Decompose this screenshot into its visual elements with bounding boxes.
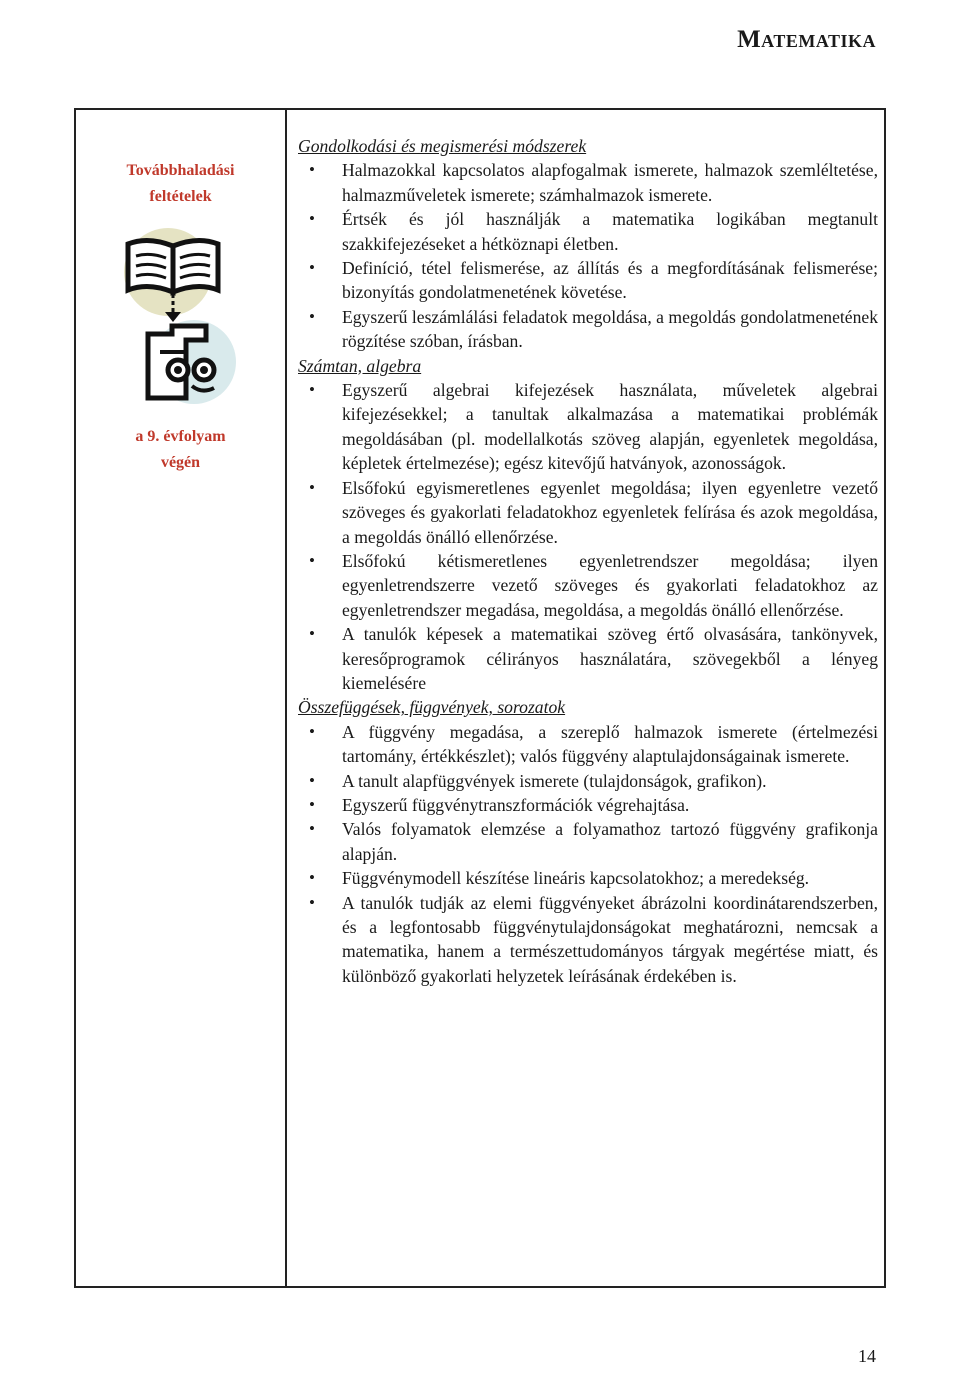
list-item: • A tanulók képesek a matematikai szöveg értő olvasására, tankönyvek, keresőprogramok célirányos használatára, szövegekből a lényeg kiemelésére: [298, 622, 878, 695]
grade-label-line-2: végén: [160, 454, 201, 471]
arithmetic-list: [298, 378, 878, 695]
section-heading: [76, 158, 285, 210]
page-number: 14: [858, 1346, 876, 1366]
heading-line-2: feltételek: [149, 188, 212, 205]
requirements-table: [74, 108, 886, 1288]
list-item: • Definíció, tétel felismerése, az állítás és a megfordításának felismerése; bizonyítás gondolatmenetének követése.: [298, 256, 878, 305]
list-item: • A tanult alapfüggvények ismerete (tulajdonságok, grafikon).: [298, 769, 878, 793]
list-item: • Egyszerű leszámlálási feladatok megoldása, a megoldás gondolatmenetének rögzítése szóban, írásban.: [298, 305, 878, 354]
list-item: • Elsőfokú egyismeretlenes egyenlet megoldása; ilyen egyenletre vezető szöveges és gyakorlati feladatokhoz egyenletek felírása és azok megoldása, a megoldás önálló ellenőrzése.: [298, 476, 878, 549]
section-title-functions: Összefüggések, függvények, sorozatok: [298, 697, 566, 718]
section-title-arithmetic: Számtan, algebra: [298, 355, 422, 376]
list-item: • Elsőfokú kétismeretlenes egyenletrendszer megoldása; ilyen egyenletrendszerre vezető szöveges és gyakorlati feladatokhoz az egyenletrendszer megadása, megoldása, a megoldás önálló ellenőrzése.: [298, 549, 878, 622]
list-item: • Függvénymodell készítése lineáris kapcsolatokhoz; a meredekség.: [298, 866, 878, 890]
requirements-content: [298, 134, 878, 988]
list-item: • A tanulók tudják az elemi függvényeket ábrázolni koordinátarendszerben, és a legfontosabb függvénytulajdonságokat meghatározni, nemcsak a matematika, hanem a természettudományos tárgyak megértése miatt, és különböző gyakorlati helyzetek leírásának érdekében is.: [298, 891, 878, 989]
list-item: • Egyszerű algebrai kifejezések használata, műveletek algebrai kifejezésekkel; a tanultak alkalmazása a matematikai problémák megoldásában (pl. modellalkotás szöveg alapján, egyenletek megoldása, képletek értelmezése); egész kitevőjű hatványok, azonosságok.: [298, 378, 878, 476]
heading-line-1: Továbbhaladási: [126, 162, 235, 179]
list-item: • Halmazokkal kapcsolatos alapfogalmak ismerete, halmazok szemléltetése, halmazműveletek ismerete; számhalmazok ismerete.: [298, 158, 878, 207]
book-and-thinking-person-icon: [118, 222, 248, 407]
list-item: • A függvény megadása, a szereplő halmazok ismerete (értelmezési tartomány, értékkészlet); valós függvény alaptulajdonságainak ismerete.: [298, 720, 878, 769]
grade-label-line-1: a 9. évfolyam: [135, 428, 226, 445]
left-column: [76, 110, 287, 1286]
methods-list: [298, 158, 878, 353]
list-item: • Értsék és jól használják a matematika logikában megtanult szakkifejezéseket a hétköznapi életben.: [298, 207, 878, 256]
right-column: [288, 110, 884, 1286]
page-header-title: Matematika: [737, 26, 876, 53]
list-item: • Egyszerű függvénytranszformációk végrehajtása.: [298, 793, 878, 817]
grade-label: [76, 424, 285, 476]
list-item: • Valós folyamatok elemzése a folyamathoz tartozó függvény grafikonja alapján.: [298, 817, 878, 866]
functions-list: [298, 720, 878, 988]
section-title-methods: Gondolkodási és megismerési módszerek: [298, 136, 587, 156]
